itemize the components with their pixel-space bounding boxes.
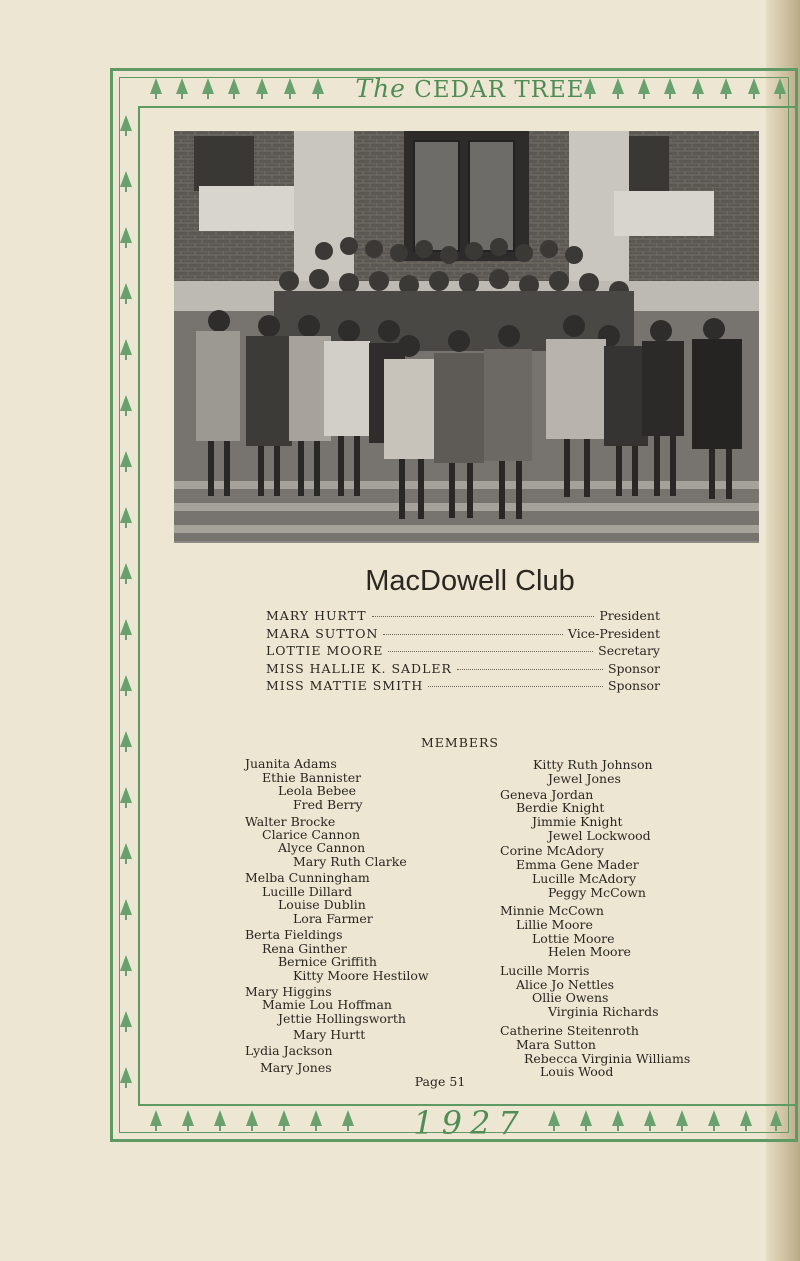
member-name: Melba Cunningham xyxy=(245,870,370,885)
leader-dots xyxy=(457,669,603,670)
members-heading: MEMBERS xyxy=(420,735,499,750)
leader-dots xyxy=(428,686,603,687)
member-name: Mary Hurtt xyxy=(293,1027,366,1042)
member-name: Lottie Moore xyxy=(532,931,615,946)
cedar-tree-icon xyxy=(342,1110,354,1126)
title-the: The xyxy=(355,74,406,103)
officer-name: MISS MATTIE SMITH xyxy=(266,678,424,694)
member-name: Mary Higgins xyxy=(245,984,332,999)
cedar-tree-icon xyxy=(120,395,132,411)
member-name: Lucille McAdory xyxy=(532,871,637,886)
member-name: Berta Fieldings xyxy=(245,927,343,942)
member-name: Mary Jones xyxy=(260,1060,332,1075)
member-name: Fred Berry xyxy=(293,797,363,812)
officer-row xyxy=(266,661,660,679)
member-name: Leola Bebee xyxy=(278,783,357,798)
member-name: Peggy McCown xyxy=(548,885,646,900)
cedar-tree-icon xyxy=(120,843,132,859)
officer-name: MARY HURTT xyxy=(266,608,367,623)
cedar-tree-icon xyxy=(120,675,132,691)
member-name: Bernice Griffith xyxy=(278,954,377,969)
cedar-tree-icon xyxy=(120,227,132,243)
member-name: Geneva Jordan xyxy=(500,787,594,802)
cedar-tree-icon xyxy=(150,78,162,94)
cedar-tree-icon xyxy=(120,171,132,187)
officer-role: Sponsor xyxy=(607,660,660,676)
member-name: Walter Brocke xyxy=(245,814,336,829)
cedar-tree-icon xyxy=(214,1110,226,1126)
cedar-tree-icon xyxy=(120,339,132,355)
officers-list xyxy=(266,608,660,696)
officer-name: MISS HALLIE K. SADLER xyxy=(266,660,452,676)
cedar-tree-icon xyxy=(246,1110,258,1126)
officer-row xyxy=(266,608,660,626)
cedar-tree-icon xyxy=(120,955,132,971)
cedar-tree-icon xyxy=(150,1110,162,1126)
cedar-tree-icon xyxy=(692,78,704,94)
cedar-tree-icon xyxy=(310,1110,322,1126)
cedar-tree-icon xyxy=(120,507,132,523)
cedar-tree-icon xyxy=(770,1110,782,1126)
footer-year: 1927 xyxy=(413,1104,527,1142)
cedar-tree-icon xyxy=(256,78,268,94)
cedar-tree-icon xyxy=(312,78,324,94)
cedar-tree-icon xyxy=(580,1110,592,1126)
member-name: Rena Ginther xyxy=(262,941,347,956)
cedar-tree-icon xyxy=(120,283,132,299)
officer-role: Sponsor xyxy=(607,678,660,694)
member-name: Clarice Cannon xyxy=(262,827,361,842)
cedar-tree-icon xyxy=(612,1110,624,1126)
member-name: Louise Dublin xyxy=(278,897,366,912)
member-name: Lucille Dillard xyxy=(262,884,353,899)
member-name: Minnie McCown xyxy=(500,903,604,918)
cedar-tree-icon xyxy=(740,1110,752,1126)
member-name: Berdie Knight xyxy=(516,800,605,815)
cedar-tree-icon xyxy=(720,78,732,94)
member-name: Mamie Lou Hoffman xyxy=(262,997,392,1012)
member-name: Lora Farmer xyxy=(293,911,373,926)
member-name: Virginia Richards xyxy=(548,1004,659,1019)
page-number: Page 51 xyxy=(414,1074,466,1089)
member-name: Lillie Moore xyxy=(516,917,593,932)
officer-name: MARA SUTTON xyxy=(266,625,379,641)
member-name: Emma Gene Mader xyxy=(516,857,639,872)
member-name: Catherine Steitenroth xyxy=(500,1023,639,1038)
leader-dots xyxy=(388,651,593,652)
officer-name: LOTTIE MOORE xyxy=(266,643,384,659)
cedar-tree-icon xyxy=(638,78,650,94)
yearbook-title xyxy=(330,74,610,103)
officer-role: President xyxy=(599,608,660,623)
officer-row xyxy=(266,678,660,696)
member-name: Ollie Owens xyxy=(532,990,609,1005)
member-name: Jimmie Knight xyxy=(532,814,623,829)
cedar-tree-icon xyxy=(120,115,132,131)
cedar-tree-icon xyxy=(748,78,760,94)
member-name: Jettie Hollingsworth xyxy=(278,1011,406,1026)
officer-row xyxy=(266,643,660,661)
cedar-tree-icon xyxy=(120,1067,132,1083)
member-name: Helen Moore xyxy=(548,944,631,959)
member-name: Jewel Jones xyxy=(548,771,621,786)
cedar-tree-icon xyxy=(202,78,214,94)
member-name: Alyce Cannon xyxy=(278,840,366,855)
member-name: Alice Jo Nettles xyxy=(516,977,615,992)
leader-dots xyxy=(372,616,595,617)
group-photo-image xyxy=(174,131,759,543)
member-name: Kitty Ruth Johnson xyxy=(533,757,653,772)
officer-row xyxy=(266,626,660,644)
officer-role: Secretary xyxy=(598,643,660,659)
member-name: Mary Ruth Clarke xyxy=(293,854,407,869)
leader-dots xyxy=(383,634,562,635)
club-title: MacDowell Club xyxy=(365,565,575,597)
cedar-tree-icon xyxy=(228,78,240,94)
cedar-tree-icon xyxy=(120,451,132,467)
member-name: Mara Sutton xyxy=(516,1037,596,1052)
member-name: Ethie Bannister xyxy=(262,770,362,785)
cedar-tree-icon xyxy=(278,1110,290,1126)
officer-role: Vice-President xyxy=(567,625,660,641)
cedar-tree-icon xyxy=(774,78,786,94)
member-name: Juanita Adams xyxy=(245,756,337,771)
member-name: Corine McAdory xyxy=(500,843,604,858)
cedar-tree-icon xyxy=(644,1110,656,1126)
title-cedar-tree: CEDAR TREE xyxy=(414,77,585,103)
member-name: Kitty Moore Hestilow xyxy=(293,968,429,983)
member-name: Louis Wood xyxy=(540,1064,614,1079)
cedar-tree-icon xyxy=(676,1110,688,1126)
member-name: Lydia Jackson xyxy=(245,1043,333,1058)
cedar-tree-icon xyxy=(120,619,132,635)
cedar-tree-icon xyxy=(120,899,132,915)
cedar-tree-icon xyxy=(120,563,132,579)
member-name: Rebecca Virginia Williams xyxy=(524,1051,691,1066)
club-group-photo xyxy=(174,131,759,543)
cedar-tree-icon xyxy=(664,78,676,94)
member-name: Lucille Morris xyxy=(500,963,590,978)
cedar-tree-icon xyxy=(612,78,624,94)
cedar-tree-icon xyxy=(708,1110,720,1126)
cedar-tree-icon xyxy=(182,1110,194,1126)
cedar-tree-icon xyxy=(120,1011,132,1027)
member-name: Jewel Lockwood xyxy=(548,828,651,843)
cedar-tree-icon xyxy=(120,731,132,747)
cedar-tree-icon xyxy=(284,78,296,94)
cedar-tree-icon xyxy=(120,787,132,803)
cedar-tree-icon xyxy=(176,78,188,94)
